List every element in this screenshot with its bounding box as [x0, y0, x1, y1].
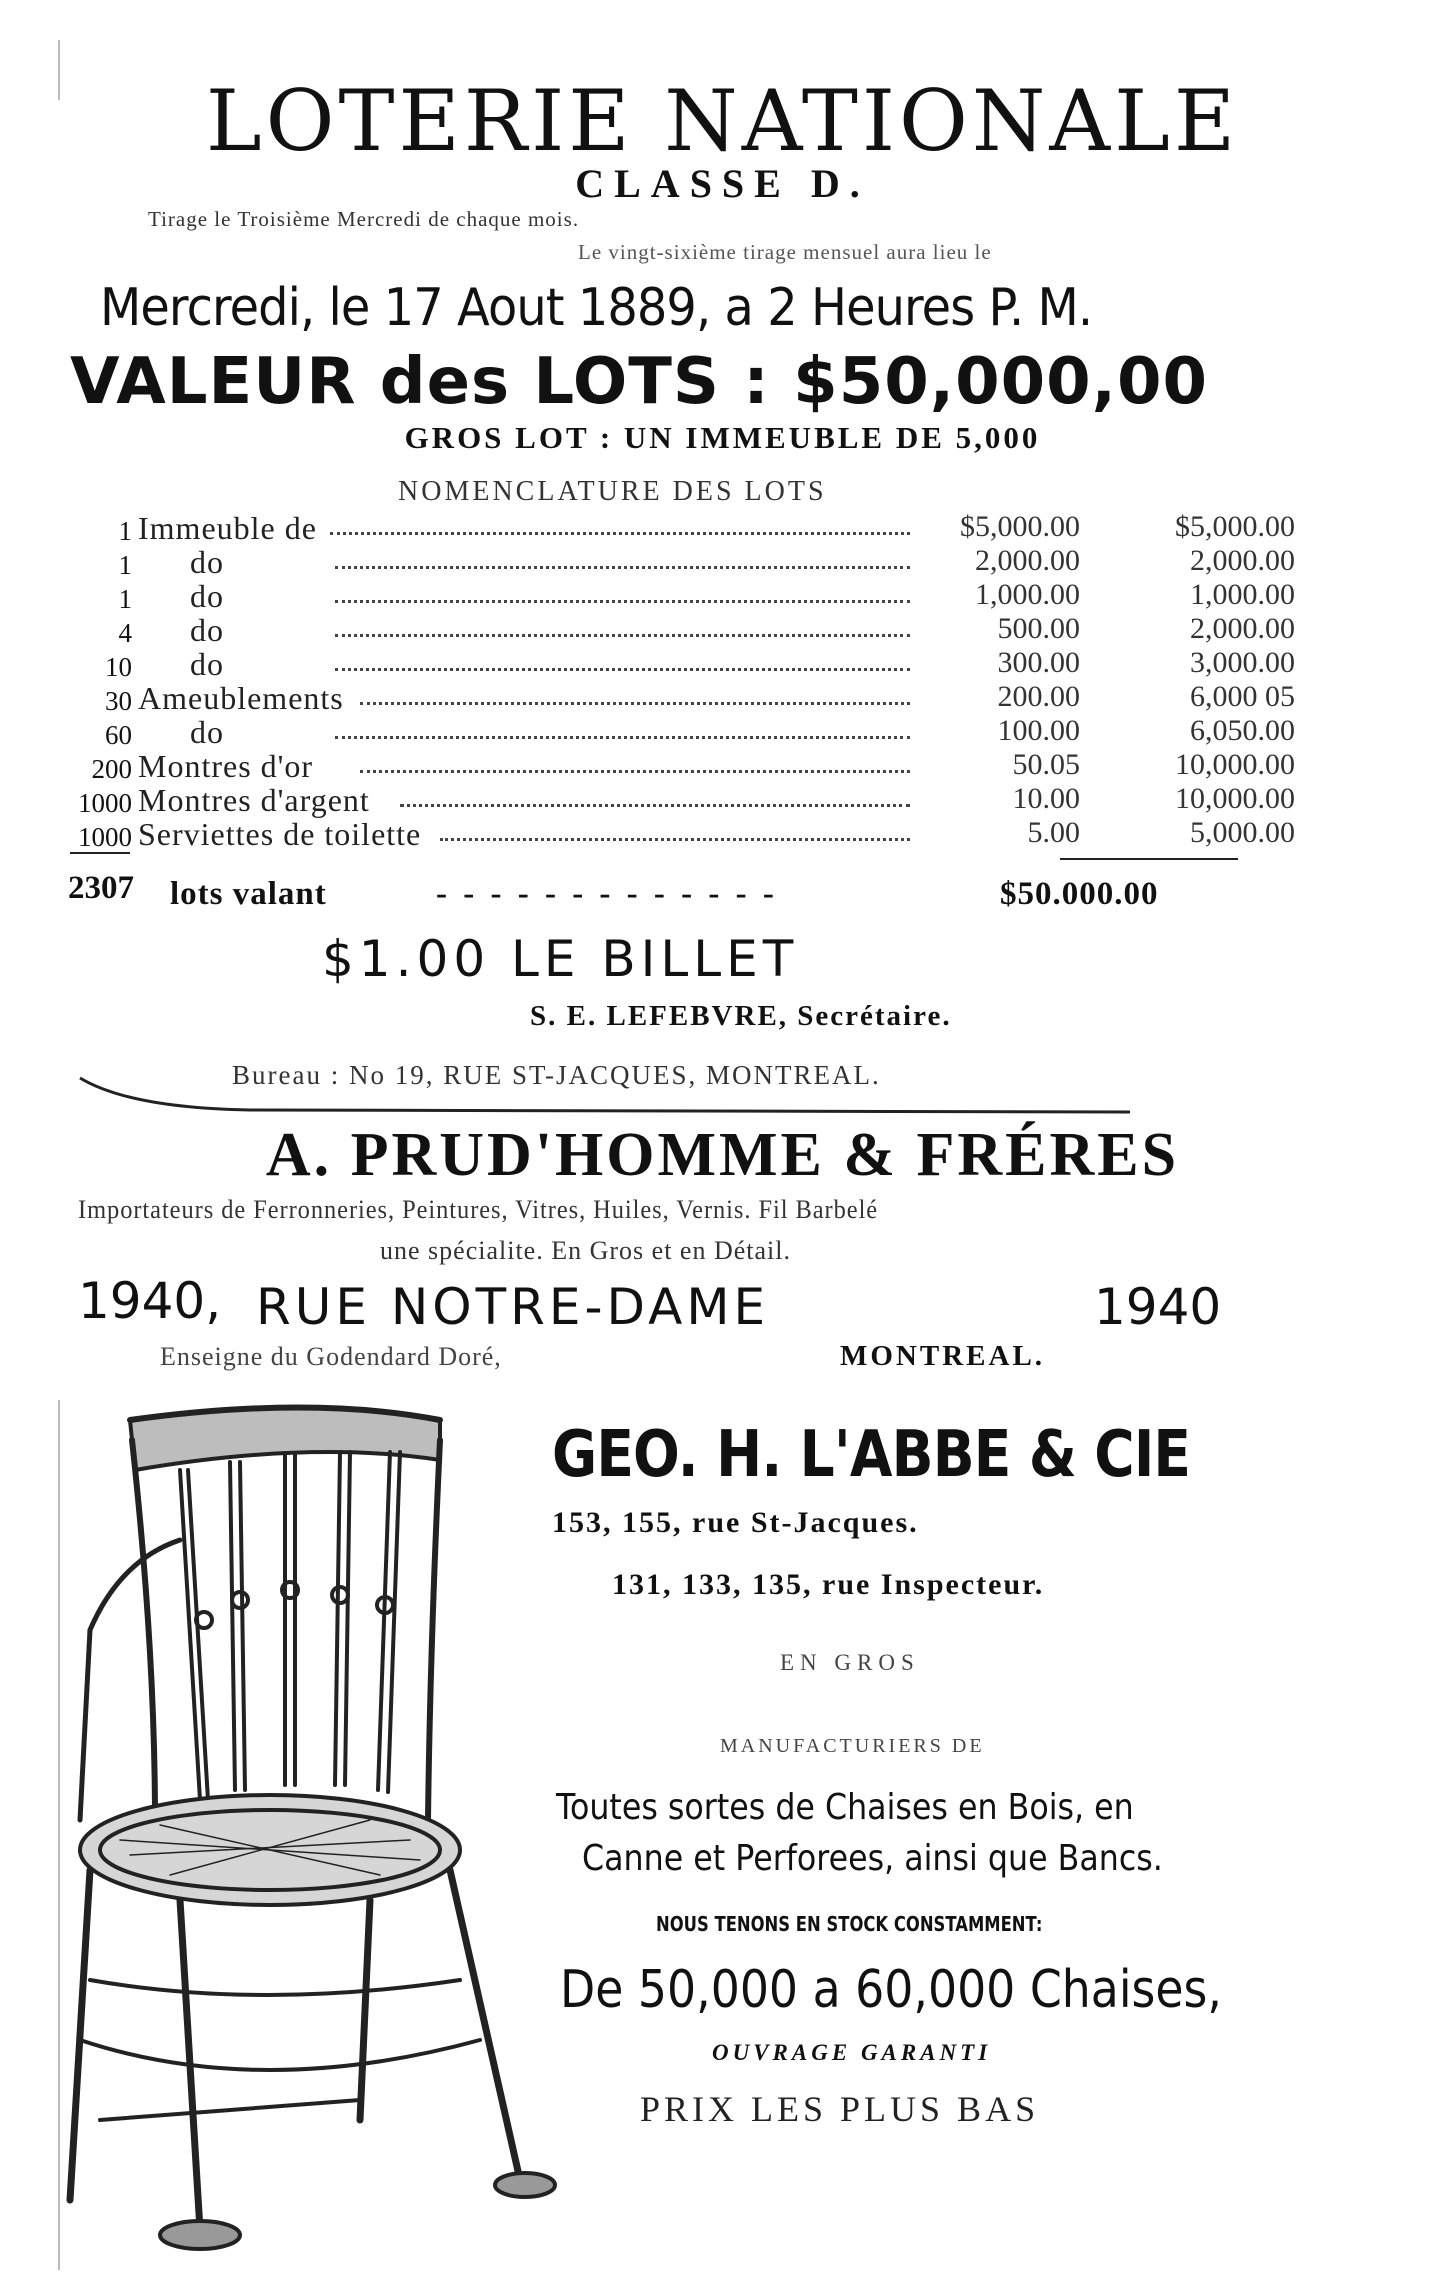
labbe-products-1: Toutes sortes de Chaises en Bois, en [556, 1787, 1134, 1828]
shop-sign: Enseigne du Godendard Doré, [160, 1342, 502, 1371]
lot-unit-value: 300.00 [997, 646, 1080, 679]
lot-qty: 30 [105, 686, 132, 716]
lottery-title: LOTERIE NATIONALE [205, 72, 1240, 170]
grand-prize: GROS LOT : UN IMMEUBLE DE 5,000 [404, 420, 1041, 455]
chair-illustration [60, 1400, 580, 2260]
draw-announce: Le vingt-sixième tirage mensuel aura lieu le [578, 240, 992, 264]
lots-value: VALEUR des LOTS : $50,000,00 [70, 345, 1209, 419]
leader-dots [335, 736, 910, 739]
lot-desc: do [190, 714, 224, 750]
lot-row [60, 544, 1295, 580]
lot-unit-value: $5,000.00 [960, 510, 1080, 543]
lot-unit-value: 5.00 [1027, 816, 1080, 849]
lot-desc: Ameublements [138, 680, 344, 716]
lot-qty: 1 [118, 584, 132, 614]
labbe-products-2: Canne et Perforees, ainsi que Bancs. [582, 1838, 1163, 1879]
lot-row [60, 612, 1295, 648]
lot-qty: 60 [105, 720, 132, 750]
lot-qty: 1000 [78, 822, 132, 852]
office-address: Bureau : No 19, RUE ST-JACQUES, MONTREAL. [232, 1060, 881, 1090]
leader-dots [330, 532, 910, 535]
lot-total-value: 2,000.00 [1190, 544, 1295, 577]
total-value: $50.000.00 [1000, 876, 1159, 912]
lottery-class: CLASSE D. [575, 161, 870, 206]
leader-dots [360, 770, 910, 773]
lot-unit-value: 10.00 [1012, 782, 1080, 815]
labbe-name: GEO. H. L'ABBE & CIE [552, 1418, 1191, 1492]
lot-total-value: $5,000.00 [1175, 510, 1295, 543]
lot-unit-value: 200.00 [997, 680, 1080, 713]
lot-total-value: 10,000.00 [1175, 782, 1295, 815]
lot-total-value: 1,000.00 [1190, 578, 1295, 611]
lot-unit-value: 500.00 [997, 612, 1080, 645]
street-number-left: 1940, [78, 1272, 222, 1330]
street-number-right: 1940 [1094, 1278, 1222, 1336]
lot-desc: Immeuble de [138, 510, 317, 546]
lot-qty: 1000 [78, 788, 132, 818]
lot-unit-value: 2,000.00 [975, 544, 1080, 577]
lot-total-value: 2,000.00 [1190, 612, 1295, 645]
ticket-price: $1.00 LE BILLET [322, 930, 799, 988]
secretary: S. E. LEFEBVRE, Secrétaire. [530, 1000, 952, 1032]
labbe-wholesale: EN GROS [780, 1650, 920, 1675]
labbe-address-1: 153, 155, rue St-Jacques. [552, 1506, 919, 1539]
leader-dots [360, 702, 910, 705]
prudhomme-desc-2: une spécialite. En Gros et en Détail. [380, 1236, 791, 1265]
draw-date: Mercredi, le 17 Aout 1889, a 2 Heures P. M. [100, 278, 1093, 338]
section-divider [70, 1060, 1250, 1120]
lot-desc: Montres d'or [138, 748, 314, 784]
lot-qty: 1 [118, 550, 132, 580]
rule [1060, 858, 1238, 860]
stock-notice: NOUS TENONS EN STOCK CONSTAMMENT: [656, 1912, 1043, 1936]
street-name: RUE NOTRE-DAME [256, 1278, 770, 1336]
lot-total-value: 6,000 05 [1190, 680, 1295, 713]
lot-unit-value: 50.05 [1012, 748, 1080, 781]
lot-total-value: 5,000.00 [1190, 816, 1295, 849]
lot-row [60, 782, 1295, 818]
lot-desc: do [190, 646, 224, 682]
total-dashes: - - - - - - - - - - - - - [436, 876, 778, 912]
lot-total-value: 3,000.00 [1190, 646, 1295, 679]
lot-qty: 10 [105, 652, 132, 682]
lot-desc: do [190, 612, 224, 648]
total-count: 2307 [68, 870, 134, 906]
labbe-manufacturers: MANUFACTURIERS DE [720, 1735, 985, 1757]
lot-total-value: 10,000.00 [1175, 748, 1295, 781]
lot-total-value: 6,050.00 [1190, 714, 1295, 747]
lot-row [60, 510, 1295, 546]
lot-row [60, 680, 1295, 716]
lot-desc: do [190, 544, 224, 580]
lot-qty: 1 [118, 516, 132, 546]
total-label: lots valant [170, 876, 327, 912]
lot-row [60, 646, 1295, 682]
draw-schedule: Tirage le Troisième Mercredi de chaque mois. [148, 207, 580, 231]
lot-unit-value: 100.00 [997, 714, 1080, 747]
lot-desc: Serviettes de toilette [138, 816, 422, 852]
labbe-address-2: 131, 133, 135, rue Inspecteur. [612, 1568, 1045, 1601]
lot-desc: Montres d'argent [138, 782, 370, 818]
leader-dots [335, 668, 910, 671]
lot-unit-value: 1,000.00 [975, 578, 1080, 611]
leader-dots [440, 838, 910, 841]
leader-dots [335, 566, 910, 569]
guarantee: OUVRAGE GARANTI [712, 2040, 992, 2065]
lot-row [60, 748, 1295, 784]
lot-row [60, 714, 1295, 750]
lot-row [60, 578, 1295, 614]
rule [70, 852, 130, 854]
prudhomme-city: MONTREAL. [840, 1340, 1046, 1372]
prudhomme-desc-1: Importateurs de Ferronneries, Peintures, Vitres, Huiles, Vernis. Fil Barbelé [78, 1195, 879, 1224]
nomenclature-heading: NOMENCLATURE DES LOTS [398, 476, 827, 507]
lot-desc: do [190, 578, 224, 614]
stock-amount: De 50,000 a 60,000 Chaises, [560, 1960, 1222, 2020]
lot-qty: 4 [118, 618, 132, 648]
leader-dots [335, 600, 910, 603]
lot-row [60, 816, 1295, 852]
leader-dots [400, 804, 910, 807]
prudhomme-name: A. PRUD'HOMME & FRÉRES [265, 1121, 1180, 1189]
prices: PRIX LES PLUS BAS [640, 2089, 1040, 2129]
leader-dots [335, 634, 910, 637]
lot-qty: 200 [91, 754, 132, 784]
